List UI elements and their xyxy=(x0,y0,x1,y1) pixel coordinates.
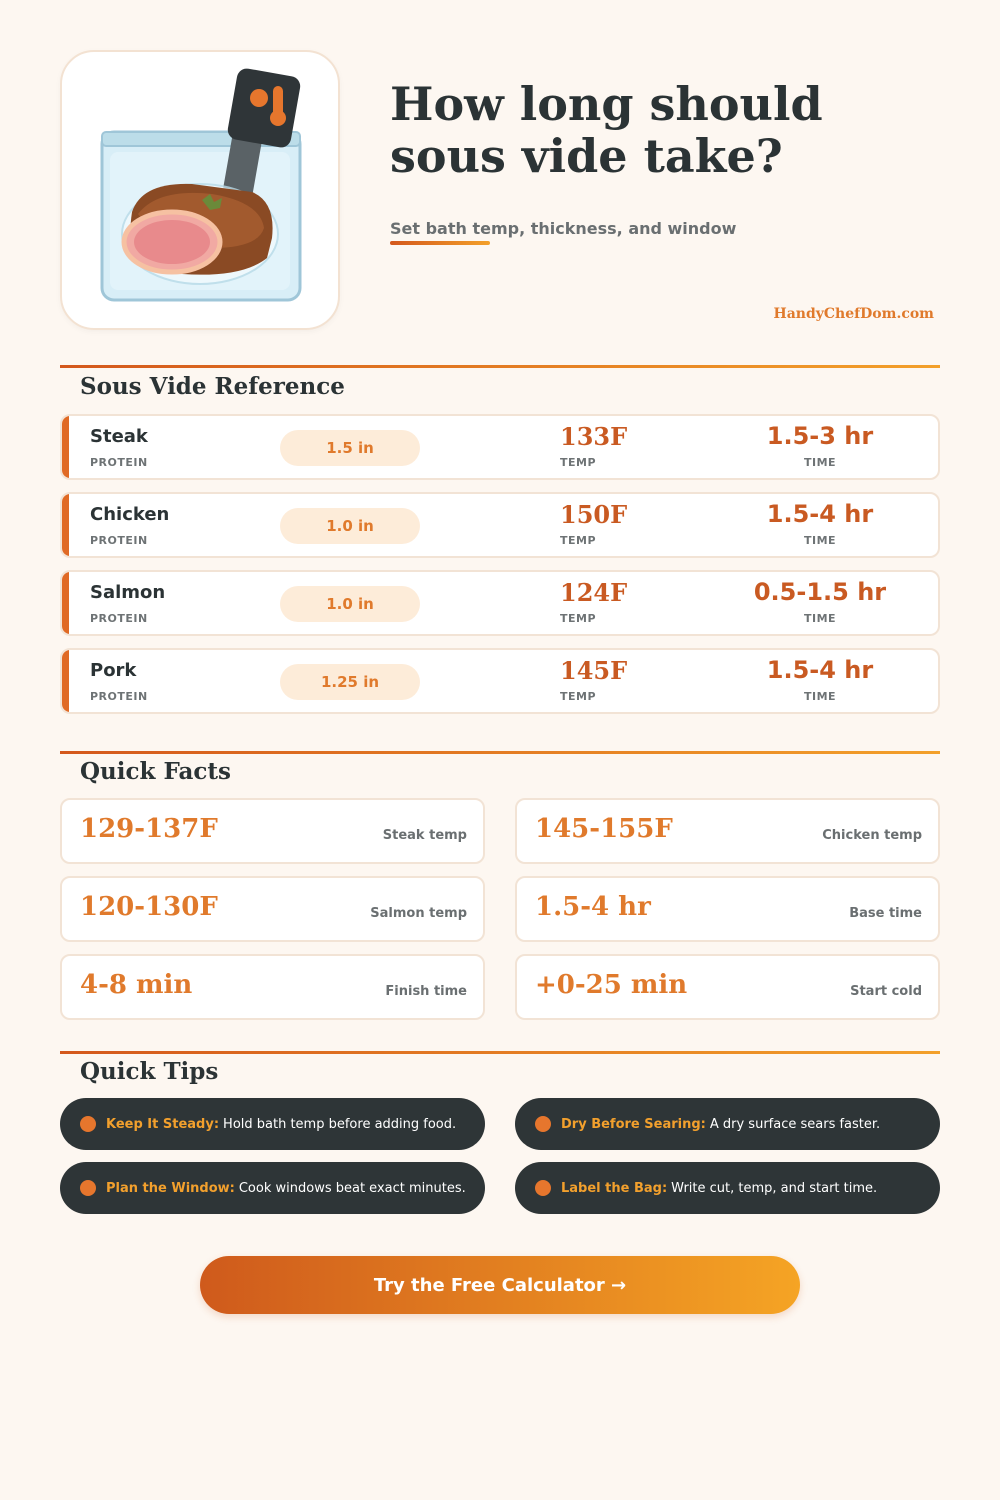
time-label: TIME xyxy=(803,612,837,625)
protein-label: PROTEIN xyxy=(90,456,148,469)
temp-label: TEMP xyxy=(560,612,597,625)
tip-text: Hold bath temp before adding food. xyxy=(223,1116,457,1132)
thickness-pill: 1.0 in xyxy=(280,508,420,544)
fact-value: 145-155F xyxy=(535,814,673,844)
reference-row-pork xyxy=(60,648,940,714)
fact-label: Base time xyxy=(849,906,922,921)
tip-text: Write cut, temp, and start time. xyxy=(671,1180,878,1196)
time-label: TIME xyxy=(803,456,837,469)
page-title xyxy=(390,78,950,182)
page-subtitle: Set bath temp, thickness, and window xyxy=(390,219,737,238)
tip-pill xyxy=(515,1162,940,1214)
hero-illustration-card xyxy=(60,50,340,330)
reference-row-chicken xyxy=(60,492,940,558)
bullet-dot-icon xyxy=(80,1180,96,1196)
tip-heading: Keep It Steady: xyxy=(106,1116,220,1132)
reference-row-steak xyxy=(60,414,940,480)
fact-card xyxy=(60,798,485,864)
tip-heading: Dry Before Searing: xyxy=(561,1116,706,1132)
fact-card xyxy=(515,876,940,942)
fact-value: 4-8 min xyxy=(80,970,193,1000)
time-label: TIME xyxy=(803,690,837,703)
fact-value: 1.5-4 hr xyxy=(535,892,651,922)
protein-name: Steak xyxy=(90,426,148,447)
time-value: 1.5-4 hr xyxy=(766,656,874,684)
fact-value: 120-130F xyxy=(80,892,218,922)
free-calculator-button[interactable]: Try the Free Calculator → xyxy=(200,1256,800,1314)
site-link[interactable]: HandyChefDom.com xyxy=(773,306,934,322)
tip-text: A dry surface sears faster. xyxy=(709,1116,881,1132)
thickness-pill: 1.25 in xyxy=(280,664,420,700)
reference-row-salmon xyxy=(60,570,940,636)
facts-section-title: Quick Facts xyxy=(80,758,231,785)
fact-value: 129-137F xyxy=(80,814,218,844)
protein-name: Chicken xyxy=(90,504,170,525)
protein-name: Salmon xyxy=(90,582,166,603)
fact-label: Finish time xyxy=(385,984,467,999)
temp-value: 150F xyxy=(560,500,628,529)
section-divider xyxy=(60,1051,940,1054)
protein-name: Pork xyxy=(90,660,137,681)
fact-label: Start cold xyxy=(850,984,922,999)
bullet-dot-icon xyxy=(535,1180,551,1196)
temp-value: 145F xyxy=(560,656,628,685)
temp-value: 124F xyxy=(560,578,628,607)
tips-section-title: Quick Tips xyxy=(80,1058,219,1085)
title-line-2: sous vide take? xyxy=(390,129,783,183)
fact-card xyxy=(515,954,940,1020)
tip-text: Cook windows beat exact minutes. xyxy=(238,1180,466,1196)
fact-card xyxy=(60,954,485,1020)
time-value: 1.5-4 hr xyxy=(766,500,874,528)
thickness-pill: 1.0 in xyxy=(280,586,420,622)
reference-section-title: Sous Vide Reference xyxy=(80,373,345,400)
section-divider xyxy=(60,751,940,754)
tip-pill xyxy=(60,1162,485,1214)
thickness-pill: 1.5 in xyxy=(280,430,420,466)
fact-label: Steak temp xyxy=(382,828,467,843)
temp-label: TEMP xyxy=(560,690,597,703)
time-value: 1.5-3 hr xyxy=(766,422,874,450)
protein-label: PROTEIN xyxy=(90,534,148,547)
time-label: TIME xyxy=(803,534,837,547)
protein-label: PROTEIN xyxy=(90,690,148,703)
tip-heading: Label the Bag: xyxy=(561,1180,668,1196)
bullet-dot-icon xyxy=(80,1116,96,1132)
title-line-1: How long should xyxy=(390,77,823,131)
tip-pill xyxy=(515,1098,940,1150)
tip-heading: Plan the Window: xyxy=(106,1180,235,1196)
fact-label: Chicken temp xyxy=(822,828,922,843)
fact-card xyxy=(515,798,940,864)
sous-vide-bag-illustration xyxy=(62,52,342,332)
fact-label: Salmon temp xyxy=(370,906,467,921)
temp-label: TEMP xyxy=(560,456,597,469)
protein-label: PROTEIN xyxy=(90,612,148,625)
subtitle-underline xyxy=(390,241,490,245)
fact-value: +0-25 min xyxy=(535,970,688,1000)
fact-card xyxy=(60,876,485,942)
temp-label: TEMP xyxy=(560,534,597,547)
temp-value: 133F xyxy=(560,422,628,451)
section-divider xyxy=(60,365,940,368)
time-value: 0.5-1.5 hr xyxy=(753,578,887,606)
tip-pill xyxy=(60,1098,485,1150)
bullet-dot-icon xyxy=(535,1116,551,1132)
